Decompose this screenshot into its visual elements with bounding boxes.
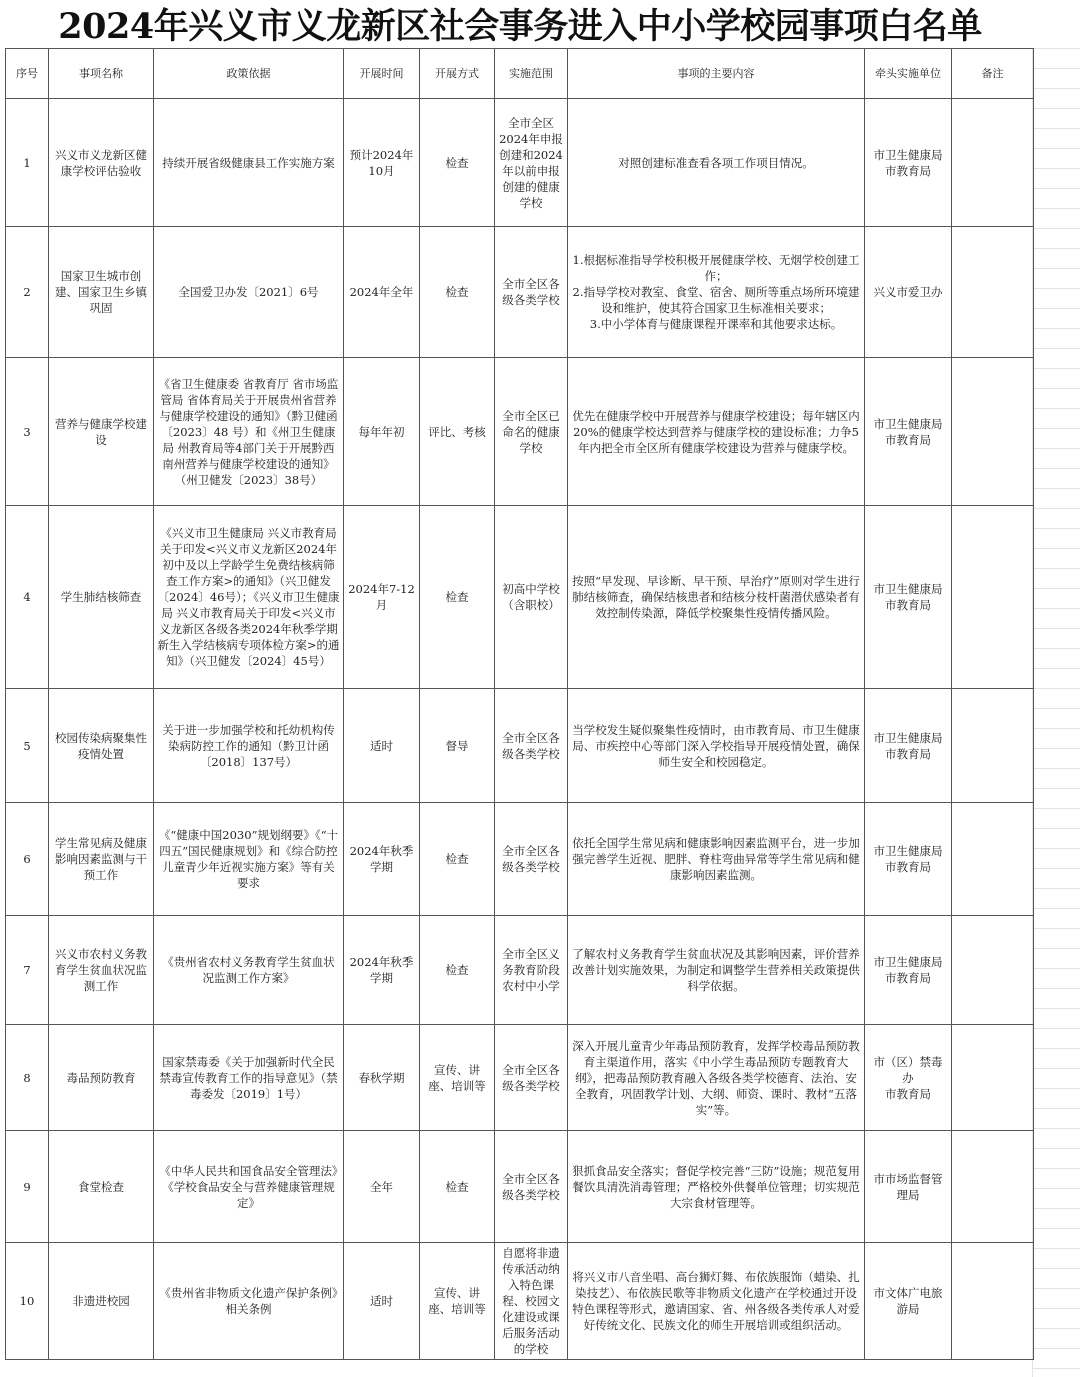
cell-method: 评比、考核 (420, 358, 495, 506)
header-note: 备注 (952, 49, 1034, 99)
cell-method: 宣传、讲座、培训等 (420, 1243, 495, 1360)
cell-scope: 全市全区各级各类学校 (495, 1131, 568, 1243)
cell-no: 1 (6, 99, 49, 227)
table-row (6, 358, 1034, 506)
header-method: 开展方式 (420, 49, 495, 99)
cell-unit: 市（区）禁毒办 市教育局 (865, 1025, 952, 1131)
header-basis: 政策依据 (154, 49, 344, 99)
cell-unit: 市卫生健康局 市教育局 (865, 358, 952, 506)
table-row (6, 227, 1034, 358)
cell-scope: 全市全区各级各类学校 (495, 803, 568, 916)
cell-time: 每年年初 (344, 358, 420, 506)
cell-note (952, 99, 1034, 227)
cell-name: 食堂检查 (49, 1131, 154, 1243)
cell-unit: 市市场监督管理局 (865, 1131, 952, 1243)
cell-name: 非遗进校园 (49, 1243, 154, 1360)
header-unit: 牵头实施单位 (865, 49, 952, 99)
cell-method: 督导 (420, 689, 495, 803)
cell-content: 了解农村义务教育学生贫血状况及其影响因素，评价营养改善计划实施效果，为制定和调整学生营养相关政策提供科学依据。 (568, 916, 865, 1025)
cell-basis: 《“健康中国2030”规划纲要》《“十四五”国民健康规划》和《综合防控儿童青少年近视实施方案》等有关要求 (154, 803, 344, 916)
cell-content: 优先在健康学校中开展营养与健康学校建设；每年辖区内20%的健康学校达到营养与健康学校的建设标准；力争5年内把全市全区所有健康学校建设为营养与健康学校。 (568, 358, 865, 506)
header-scope: 实施范围 (495, 49, 568, 99)
cell-content: 将兴义市八音坐唱、高台狮灯舞、布依族服饰（蜡染、扎染技艺）、布依族民歌等非物质文化遗产在学校通过开设特色课程等形式，邀请国家、省、州各级各类传承人对爱好传统文化、民族文化的师生开展培训或组织活动。 (568, 1243, 865, 1360)
cell-content: 依托全国学生常见病和健康影响因素监测平台，进一步加强完善学生近视、肥胖、脊柱弯曲异常等学生常见病和健康影响因素监测。 (568, 803, 865, 916)
cell-note (952, 689, 1034, 803)
whitelist-table (5, 48, 1034, 1360)
table-row (6, 506, 1034, 689)
table-row (6, 803, 1034, 916)
cell-note (952, 358, 1034, 506)
cell-note (952, 506, 1034, 689)
cell-no: 6 (6, 803, 49, 916)
cell-content: 深入开展儿童青少年毒品预防教育，发挥学校毒品预防教育主渠道作用，落实《中小学生毒品预防专题教育大纲》，把毒品预防教育融入各级各类学校德育、法治、安全教育，巩固教学计划、大纲、师资、课时、教材“五落实”等。 (568, 1025, 865, 1131)
cell-no: 4 (6, 506, 49, 689)
cell-scope: 全市全区各级各类学校 (495, 1025, 568, 1131)
cell-name: 学生常见病及健康影响因素监测与干预工作 (49, 803, 154, 916)
cell-basis: 关于进一步加强学校和托幼机构传染病防控工作的通知（黔卫计函〔2018〕137号） (154, 689, 344, 803)
cell-scope: 自愿将非遗传承活动纳入特色课程、校园文化建设或课后服务活动的学校 (495, 1243, 568, 1360)
page-title: 2024年兴义市义龙新区社会事务进入中小学校园事项白名单 (58, 6, 982, 47)
cell-no: 10 (6, 1243, 49, 1360)
cell-name: 兴义市农村义务教育学生贫血状况监测工作 (49, 916, 154, 1025)
cell-time: 全年 (344, 1131, 420, 1243)
cell-unit: 市卫生健康局 市教育局 (865, 916, 952, 1025)
cell-time: 2024年7-12月 (344, 506, 420, 689)
cell-basis: 《兴义市卫生健康局 兴义市教育局关于印发<兴义市义龙新区2024年初中及以上学龄学生免费结核病筛查工作方案>的通知》（兴卫健发〔2024〕46号）；《兴义市卫生健康局 兴义市教育局关于印发<兴义市义龙新区各级各类2024年秋季学期新生入学结核病专项体检方案>的通知》（兴卫健发〔2024〕45号） (154, 506, 344, 689)
cell-name: 毒品预防教育 (49, 1025, 154, 1131)
table-row (6, 99, 1034, 227)
cell-method: 检查 (420, 227, 495, 358)
cell-name: 校园传染病聚集性疫情处置 (49, 689, 154, 803)
cell-method: 宣传、讲座、培训等 (420, 1025, 495, 1131)
cell-no: 3 (6, 358, 49, 506)
table-row (6, 1243, 1034, 1360)
cell-basis: 《中华人民共和国食品安全管理法》《学校食品安全与营养健康管理规定》 (154, 1131, 344, 1243)
cell-method: 检查 (420, 506, 495, 689)
table-header-row (6, 49, 1034, 99)
cell-method: 检查 (420, 99, 495, 227)
cell-note (952, 1025, 1034, 1131)
cell-method: 检查 (420, 803, 495, 916)
cell-content: 当学校发生疑似聚集性疫情时，由市教育局、市卫生健康局、市疾控中心等部门深入学校指导开展疫情处置，确保师生安全和校园稳定。 (568, 689, 865, 803)
cell-time: 预计2024年10月 (344, 99, 420, 227)
cell-method: 检查 (420, 1131, 495, 1243)
cell-scope: 全市全区已命名的健康学校 (495, 358, 568, 506)
cell-note (952, 227, 1034, 358)
header-content: 事项的主要内容 (568, 49, 865, 99)
cell-note (952, 1243, 1034, 1360)
table-row (6, 689, 1034, 803)
cell-basis: 《贵州省农村义务教育学生贫血状况监测工作方案》 (154, 916, 344, 1025)
cell-no: 5 (6, 689, 49, 803)
cell-time: 2024年秋季学期 (344, 916, 420, 1025)
cell-scope: 全市全区义务教育阶段农村中小学 (495, 916, 568, 1025)
cell-unit: 市卫生健康局 市教育局 (865, 689, 952, 803)
cell-basis: 《贵州省非物质文化遗产保护条例》相关条例 (154, 1243, 344, 1360)
header-no: 序号 (6, 49, 49, 99)
cell-content: 1.根据标准指导学校积极开展健康学校、无烟学校创建工作； 2.指导学校对教室、食堂、宿舍、厕所等重点场所环境建设和维护，使其符合国家卫生标准相关要求； 3.中小学体育与健康课程开课率和其他要求达标。 (568, 227, 865, 358)
cell-basis: 全国爱卫办发〔2021〕6号 (154, 227, 344, 358)
cell-scope: 全市全区各级各类学校 (495, 689, 568, 803)
cell-scope: 全市全区2024年申报创建和2024年以前申报创建的健康学校 (495, 99, 568, 227)
cell-unit: 兴义市爱卫办 (865, 227, 952, 358)
header-name: 事项名称 (49, 49, 154, 99)
table-row (6, 1025, 1034, 1131)
cell-name: 学生肺结核筛查 (49, 506, 154, 689)
table-row (6, 916, 1034, 1025)
cell-content: 按照“早发现、早诊断、早干预、早治疗”原则对学生进行肺结核筛查，确保结核患者和结核分枝杆菌潜伏感染者有效控制传染源，降低学校聚集性疫情传播风险。 (568, 506, 865, 689)
cell-note (952, 1131, 1034, 1243)
cell-name: 营养与健康学校建设 (49, 358, 154, 506)
spreadsheet-grid-background (1032, 48, 1080, 1377)
cell-basis: 国家禁毒委《关于加强新时代全民禁毒宣传教育工作的指导意见》（禁毒委发〔2019〕1号） (154, 1025, 344, 1131)
cell-no: 9 (6, 1131, 49, 1243)
cell-no: 2 (6, 227, 49, 358)
cell-time: 春秋学期 (344, 1025, 420, 1131)
cell-time: 适时 (344, 689, 420, 803)
header-time: 开展时间 (344, 49, 420, 99)
cell-name: 兴义市义龙新区健康学校评估验收 (49, 99, 154, 227)
cell-unit: 市卫生健康局 市教育局 (865, 506, 952, 689)
table-row (6, 1131, 1034, 1243)
cell-no: 8 (6, 1025, 49, 1131)
cell-basis: 持续开展省级健康县工作实施方案 (154, 99, 344, 227)
cell-name: 国家卫生城市创建、国家卫生乡镇巩固 (49, 227, 154, 358)
cell-method: 检查 (420, 916, 495, 1025)
cell-scope: 全市全区各级各类学校 (495, 227, 568, 358)
cell-time: 适时 (344, 1243, 420, 1360)
cell-no: 7 (6, 916, 49, 1025)
cell-content: 狠抓食品安全落实；督促学校完善“三防”设施；规范复用餐饮具清洗消毒管理；严格校外供餐单位管理；切实规范大宗食材管理等。 (568, 1131, 865, 1243)
cell-unit: 市卫生健康局 市教育局 (865, 803, 952, 916)
cell-scope: 初高中学校（含职校） (495, 506, 568, 689)
cell-content: 对照创建标准查看各项工作项目情况。 (568, 99, 865, 227)
cell-basis: 《省卫生健康委 省教育厅 省市场监管局 省体育局关于开展贵州省营养与健康学校建设的通知》（黔卫健函〔2023〕48 号）和《州卫生健康局 州教育局等4部门关于开展黔西南州营养与健康学校建设的通知》（州卫健发〔2023〕38号） (154, 358, 344, 506)
cell-note (952, 803, 1034, 916)
cell-note (952, 916, 1034, 1025)
cell-unit: 市文体广电旅游局 (865, 1243, 952, 1360)
cell-time: 2024年全年 (344, 227, 420, 358)
cell-time: 2024年秋季学期 (344, 803, 420, 916)
cell-unit: 市卫生健康局 市教育局 (865, 99, 952, 227)
